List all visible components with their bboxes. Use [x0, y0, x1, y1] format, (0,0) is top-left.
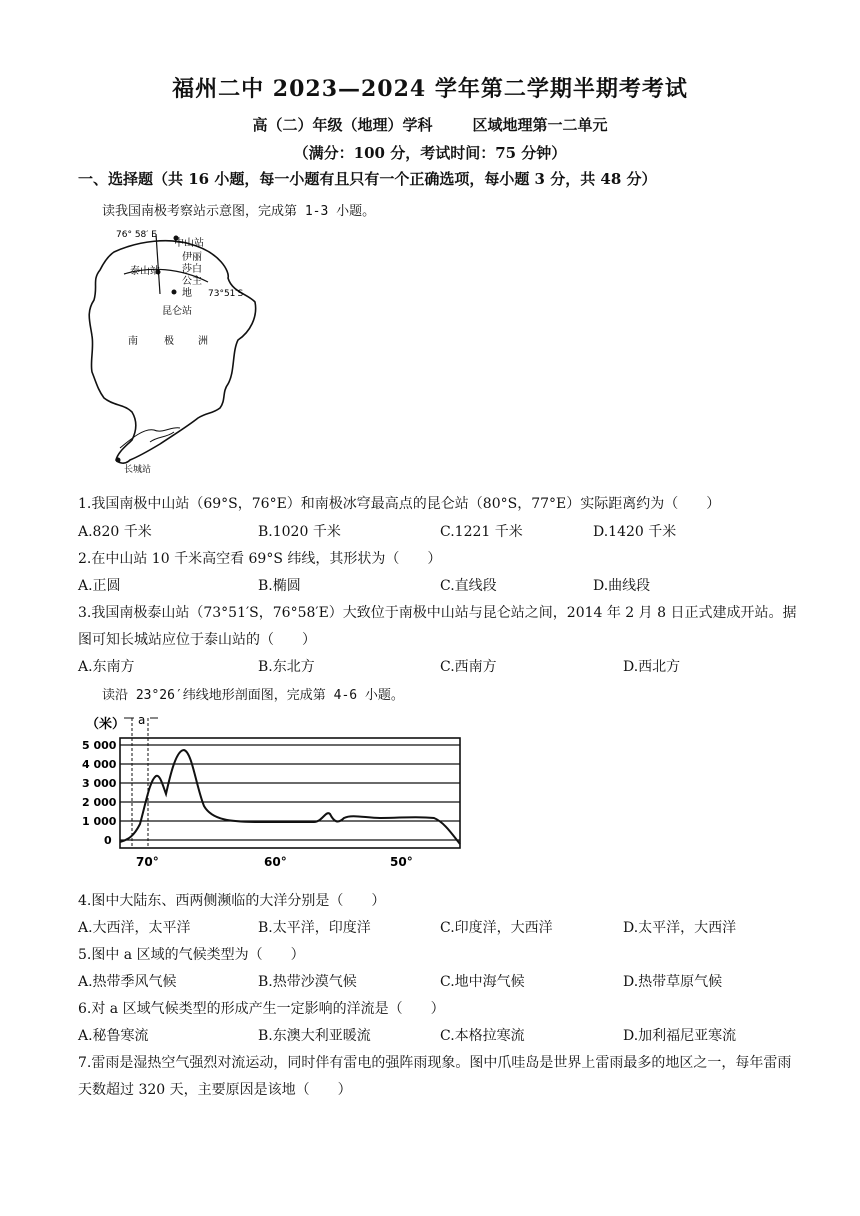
q4-option-d: D.太平洋，大西洋 — [623, 920, 737, 936]
yili-label-3: 白 — [192, 264, 202, 275]
lon-label: 76° 58′ E — [116, 230, 157, 240]
q1-option-d: D.1420 千米 — [593, 524, 677, 540]
x-tick-1: 60° — [264, 855, 287, 869]
exam-meta: （满分：100 分，考试时间：75 分钟） — [293, 144, 567, 162]
question-4: 4.图中大陆东、西两侧濒临的大洋分别是（ ） — [78, 893, 386, 909]
q5-option-d: D.热带草原气候 — [623, 974, 723, 990]
continent-label-0: 南 — [128, 336, 138, 347]
y-tick-5: 0 — [104, 834, 112, 847]
q5-option-a: A.热带季风气候 — [78, 974, 177, 990]
zhongshan-label: 中山站 — [174, 238, 204, 249]
q2-option-a: A.正圆 — [78, 578, 121, 594]
yili-label-2: 莎 — [182, 264, 192, 275]
terrain-profile — [80, 706, 466, 878]
q4-option-a: A.大西洋，太平洋 — [78, 920, 191, 936]
q3-option-c: C.西南方 — [440, 659, 497, 675]
profile-frame — [120, 738, 460, 848]
y-tick-2: 3 000 — [82, 777, 117, 790]
q1-option-c: C.1221 千米 — [440, 524, 523, 540]
q2-option-b: B.椭圆 — [258, 578, 301, 594]
antarctica-outline — [89, 241, 255, 463]
yili-label-4: 公 — [182, 276, 192, 287]
q1-option-a: A.820 千米 — [78, 524, 152, 540]
x-tick-2: 50° — [390, 855, 413, 869]
unit-scope: 区域地理第一二单元 — [472, 116, 608, 134]
question-3: 3.我国南极泰山站（73°51′S，76°58′E）大致位于南极中山站与昆仑站之间，2014 年 2 月 8 日正式建成开站。据图可知长城站应位于泰山站的（ ） — [78, 605, 797, 648]
area-a-label: a — [138, 713, 146, 727]
y-tick-0: 5 000 — [82, 739, 117, 752]
y-tick-4: 1 000 — [82, 815, 117, 828]
grid-lines — [120, 745, 460, 840]
continent-label-1: 极 — [164, 336, 174, 347]
yili-label-1: 丽 — [192, 252, 202, 263]
intro-q1-3: 读我国南极考察站示意图，完成第 1-3 小题。 — [102, 204, 376, 219]
q6-option-c: C.本格拉寒流 — [440, 1028, 525, 1044]
lat-label: 73°51′S — [208, 289, 244, 299]
exam-title: 福州二中 2023—2024 学年第二学期半期考考试 — [172, 76, 688, 102]
yili-label-6: 地 — [182, 288, 192, 299]
antarctic-map — [80, 222, 310, 484]
section-heading: 一、选择题（共 16 小题，每一小题有且只有一个正确选项，每小题 3 分，共 48 分） — [78, 170, 657, 188]
q5-option-b: B.热带沙漠气候 — [258, 974, 357, 990]
grade-subject: 高（二）年级（地理）学科 — [252, 116, 433, 134]
kunlun-label: 昆仑站 — [162, 306, 192, 317]
q3-option-a: A.东南方 — [78, 659, 135, 675]
y-tick-3: 2 000 — [82, 796, 117, 809]
question-5: 5.图中 a 区域的气候类型为（ ） — [78, 947, 305, 963]
q6-option-a: A.秘鲁寒流 — [78, 1028, 149, 1044]
q6-option-b: B.东澳大利亚暖流 — [258, 1028, 371, 1044]
x-tick-0: 70° — [136, 855, 159, 869]
profile-unit: （米） — [86, 717, 126, 732]
yili-label-5: 主 — [192, 276, 202, 287]
coast-detail — [120, 428, 180, 448]
meridian-line — [156, 234, 160, 294]
exam-subtitle — [0, 114, 860, 135]
q2-option-c: C.直线段 — [440, 578, 497, 594]
changcheng-label: 长城站 — [124, 465, 152, 475]
taishan-label: 泰山站 — [130, 266, 160, 277]
q4-option-c: C.印度洋，大西洋 — [440, 920, 553, 936]
question-2: 2.在中山站 10 千米高空看 69°S 纬线，其形状为（ ） — [78, 551, 442, 567]
q5-option-c: C.地中海气候 — [440, 974, 525, 990]
q3-option-b: B.东北方 — [258, 659, 315, 675]
changcheng-dot — [116, 458, 121, 463]
y-tick-1: 4 000 — [82, 758, 117, 771]
yili-label-0: 伊 — [182, 252, 192, 263]
q3-option-d: D.西北方 — [623, 659, 681, 675]
intro-q4-6: 读沿 23°26′纬线地形剖面图，完成第 4-6 小题。 — [102, 688, 404, 703]
q1-option-b: B.1020 千米 — [258, 524, 341, 540]
question-7: 7.雷雨是湿热空气强烈对流运动，同时伴有雷电的强阵雨现象。图中爪哇岛是世界上雷雨最多的地区之一，每年雷雨天数超过 320 天，主要原因是该地（ ） — [78, 1055, 792, 1098]
question-6: 6.对 a 区域气候类型的形成产生一定影响的洋流是（ ） — [78, 1001, 445, 1017]
kunlun-dot — [172, 290, 177, 295]
q6-option-d: D.加利福尼亚寒流 — [623, 1028, 737, 1044]
q2-option-d: D.曲线段 — [593, 578, 651, 594]
continent-label-2: 洲 — [198, 336, 208, 347]
question-1: 1.我国南极中山站（69°S，76°E）和南极冰穹最高点的昆仑站（80°S，77°E）实际距离约为（ ） — [78, 496, 721, 512]
q4-option-b: B.太平洋，印度洋 — [258, 920, 371, 936]
